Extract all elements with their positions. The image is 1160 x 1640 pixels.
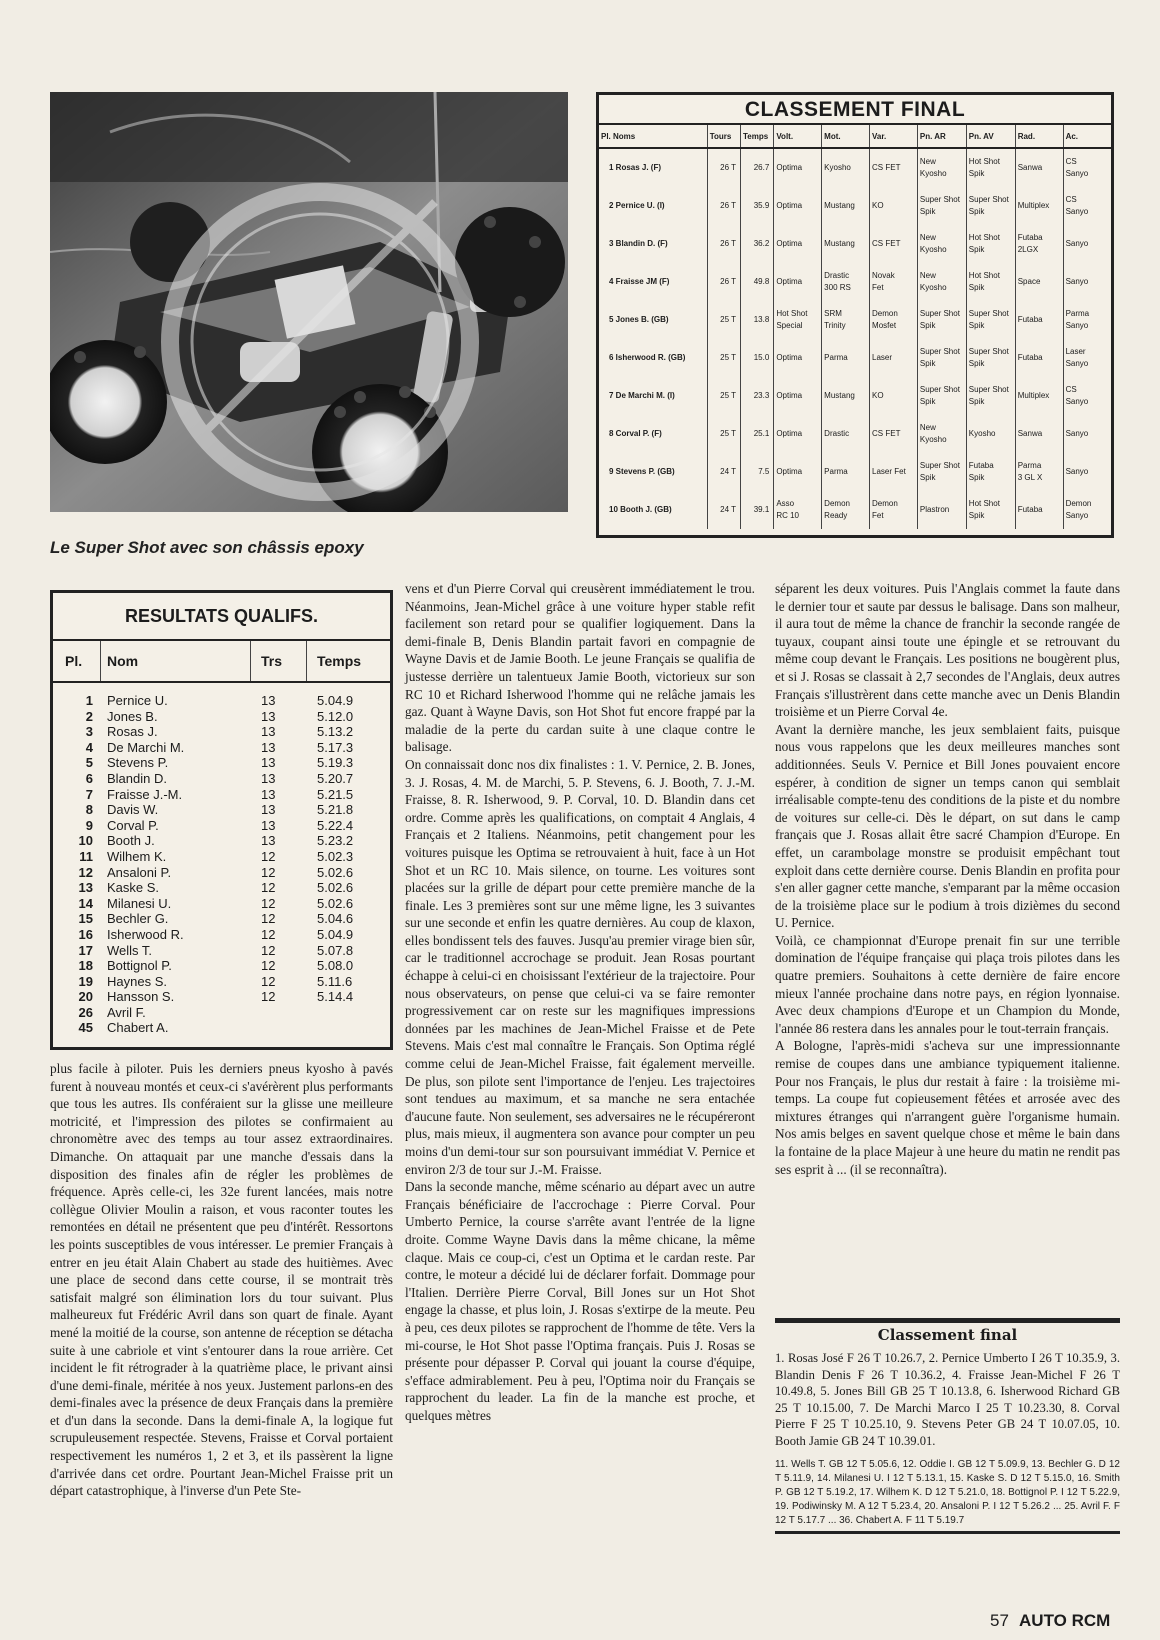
qualif-results-table [50,590,393,1050]
qualif-table-cell: 5.04.9 [317,693,354,708]
qualif-table-cell: 5.02.3 [317,848,354,864]
article-column-1 [50,1060,393,1500]
final-table-cell: Futaba 2LGX [1015,225,1063,263]
final-table-cell: Space [1015,263,1063,301]
final-table-cell: 39.1 [741,491,774,529]
final-table-cell: Drastic 300 RS [822,263,870,301]
qualif-table-cell: 12 [261,864,276,880]
final-table-cell: Futaba [1015,491,1063,529]
qualif-table-row [53,802,390,818]
final-table-cell: Demon Mosfet [870,301,918,339]
final-table-row [599,148,1111,187]
final-table-cell: CS FET [870,415,918,453]
final-table-cell: CS Sanyo [1065,195,1089,216]
final-table-cell: SRM Trinity [822,301,870,339]
qualif-table-cell: 7 [85,786,93,802]
final-table-cell: 10 Booth J. (GB) [599,491,707,529]
final-table-cell: 26 T [707,225,740,263]
qualif-table-row [53,709,390,725]
final-table-cell: 26 T [707,263,740,301]
final-table-row [599,263,1111,301]
final-table-cell: CS Sanyo [1065,157,1089,178]
final-table-cell: 49.8 [741,263,774,301]
qualif-table-cell: 5.17.3 [317,739,354,755]
final-table-row [599,415,1111,453]
qualif-table-cell: 5.19.3 [317,755,354,771]
qualif-table-cell: 12 [261,958,276,974]
final-table-cell: Laser [870,339,918,377]
qualif-table-row [53,787,390,803]
qualif-table-cell: 13 [261,770,276,786]
final-table-cell: Futaba [1015,339,1063,377]
qualif-table-cell: 12 [261,926,276,942]
qualif-table-cell: 5.08.0 [317,958,354,974]
qualif-table-cell: Chabert A. [107,1020,169,1036]
final-table-cell: Parma [822,453,870,491]
final-table-cell: 7 De Marchi M. (I) [599,377,707,415]
final-table-cell: 25 T [707,339,740,377]
final-table-cell: 36.2 [741,225,774,263]
final-table-cell: Super Shot Spik [966,301,1015,339]
qualif-table-cell: 13 [261,739,276,755]
qualif-table-row [53,896,390,912]
final-table-cell: Asso RC 10 [774,491,822,529]
qualif-table-cell: 20 [78,989,93,1005]
final-table-cell: Optima [774,148,822,187]
classement-box-title: Classement final [877,1326,1018,1344]
article-paragraph: vens et d'un Pierre Corval qui creusèrent immédiatement le trou. Néanmoins, Jean-Michel grâce à une voiture hyper stable refit facilement son retard pour se qualifier logiquement. Dans la demi-finale B, Denis Blandin partait favori en compagnie de Wayne Davis et de Jamie Booth. Le jeune Français se qualifia de justesse derrière un talentueux Jamie Booth, victorieux sur son RC 10 et Richard Isherwood l'homme qui ne relâche jamais les gaz. Quant à Wayne Davis, son Hot Shot fut encore frappé par la maladie de la perte du cardan suite à une claque contre le balisage. [405,581,755,755]
qualif-table-cell [251,1020,307,1036]
final-table-cell: Sanyo [1065,239,1089,248]
qualif-table-row [53,849,390,865]
qualif-table-cell: Avril F. [107,1004,146,1020]
qualif-table-title: RESULTATS QUALIFS. [53,593,390,641]
final-table-title: CLASSEMENT FINAL [599,95,1111,125]
qualif-table-cell: 5.12.0 [317,708,354,724]
final-table-cell: Demon Sanyo [1065,499,1092,520]
final-table-cell: Super Shot Spik [966,187,1015,225]
final-table-cell: CS FET [870,148,918,187]
qualif-table-cell: 13 [261,802,276,818]
final-table-cell: Mustang [822,187,870,225]
qualif-table-cell: 5.21.5 [317,786,354,802]
qualif-table-cell: 5.02.6 [317,864,354,880]
qualif-table-cell: 1 [85,693,93,708]
qualif-table-cell: Isherwood R. [107,926,184,942]
final-table-cell: Hot Shot Spik [966,263,1015,301]
qualif-table-cell: Stevens P. [107,755,169,771]
qualif-table-cell: 14 [78,895,93,911]
qualif-table-row [53,724,390,740]
qualif-table-cell: Booth J. [107,833,155,849]
qualif-table-cell: 3 [85,724,93,740]
final-table-cell: Super Shot Spik [917,377,966,415]
final-table-cell: Optima [774,339,822,377]
qualif-table-cell: 12 [261,895,276,911]
qualif-table-row [53,1005,390,1021]
article-paragraph: Voilà, ce championnat d'Europe prenait fin sur une terrible domination de l'équipe française qui plaça trois pilotes dans les quatre premiers. Souhaitons à cette dernière de faire encore mieux l'année prochaine dans notre pays, en région lyonnaise. Avec deux champions d'Europe et un Champion du Monde, l'année 86 restera dans les annales pour le tout-terrain français. [775,932,1120,1036]
final-table-cell: 23.3 [741,377,774,415]
final-table-cell: New Kyosho [917,263,966,301]
final-table-cell: Hot Shot Spik [966,148,1015,187]
final-table-row [599,187,1111,225]
final-table-cell: Optima [774,225,822,263]
magazine-name: AUTO RCM [1019,1611,1111,1630]
qualif-table-cell: 12 [261,973,276,989]
final-table-cell: 3 Blandin D. (F) [599,225,707,263]
photo-caption: Le Super Shot avec son châssis epoxy [50,538,364,557]
qualif-table-cell: 15 [78,911,93,927]
article-paragraph: séparent les deux voitures. Puis l'Anglais commet la faute dans le dernier tour et saute par dessus le balisage. Dans son malheur, il aura tout de même la chance de franchir la seconde rangée de tuyaux, coupant ainsi toute une épingle et se retrouvant du même coup devant le Français. Les positions ne bougèrent plus, et si J. Rosas se classait à 2,7 secondes de l'Anglais, deux autres Français s'illustrèrent dans cette manche avec un Denis Blandin troisième et un Pierre Corval 4e. [775,581,1120,720]
qualif-table-body [53,683,390,1036]
qualif-table-cell: Hansson S. [107,989,175,1005]
qualif-table-cell: 2 [85,708,93,724]
col-header-tours: Tours [707,125,740,148]
final-table-row [599,453,1111,491]
qualif-table-cell: 12 [261,911,276,927]
qualif-table-row [53,958,390,974]
qualif-table-cell [251,1005,307,1021]
qualif-table-cell: Haynes S. [107,973,167,989]
article-paragraph: A Bologne, l'après-midi s'acheva sur une impressionnante remise de coupes dans une ambiance typiquement italienne. Pour nos Français, le plus dur restait à faire : la troisième mi-temps. La coupe fut copieusement fêtées et arrosée avec des mixtures étranges qui n'arrangent guère l'organisme humain. Nos amis belges en savent quelque chose et même le bain dans la fontaine de la place Majeur à une heure du matin ne rendit pas ses esprit à ... (il se reconnaîtra). [775,1038,1120,1177]
qualif-table-cell: 5.14.4 [317,989,354,1005]
qualif-table-row [53,865,390,881]
qualif-table-cell: Wilhem K. [107,848,167,864]
qualif-table-cell [307,1005,390,1021]
qualif-table-cell: 12 [261,989,276,1005]
article-paragraph: Dans la seconde manche, même scénario au départ avec un autre Français bénéficiaire de l'accrochage : Pierre Corval. Pour Umberto Pernice, la course s'arrête avant l'entrée de la ligne droite. Comme Wayne Davis dans la même chicane, la même claque. Mais ce coup-ci, c'est un Optima et le cardan reste. Par contre, le moteur a décidé lui de déclarer forfait. Dommage pour l'Italien. Derrière Pierre Corval, Bill Jones sur un Hot Shot engage la chasse, et plus loin, J. Rosas s'extirpe de la meute. Peu à peu, ces deux pilotes se rapprochent de l'homme de tête. Vers la mi-course, le Hot Shot passe l'Optima français. Puis J. Rosas se présente pour dépasser P. Corval qui jouant la course d'équipe, s'efface admirablement. Peu à peu, l'Optima noir du Français se rapprochent du leader. La fin de la manche est proche, et quelques mètres [405,1179,755,1423]
final-table-cell: 4 Fraisse JM (F) [599,263,707,301]
car-photo [50,92,568,512]
qualif-table-cell: 11 [79,848,93,864]
qualif-table-row [53,880,390,896]
qualif-table-cell: 8 [85,802,93,818]
final-table-cell: Sanyo [1065,467,1089,476]
article-paragraph: On connaissait donc nos dix finalistes : 1. V. Pernice, 2. B. Jones, 3. J. Rosas, 4. M. de Marchi, 5. P. Stevens, 6. J. Booth, 7. J.-M. Fraisse, 8. R. Isherwood, 9. P. Corval, 10. D. Blandin dans cet ordre. Comme après les qualifications, on comptait 4 Anglais, 4 Français et 2 Italiens. Néanmoins, petit changement pour les voitures puisque les Optima se retrouvaient à huit, face à un Hot Shot et un RC 10. Mais silence, on tourne. Les voitures sont placées sur la grille de départ pour cette première manche de la finale. Les 3 premières sont sur une même ligne, les 3 suivantes sur une seconde et enfin les quatre dernières. Au coup de klaxon, elles bondissent tels des fauves. Jusqu'au premier virage bien sûr, car le traditionnel accrochage se produit. Jean Rosas pourtant échappe à celui-ci en choisissant l'extérieur de la trajectoire. Pour nous observateurs, on pense que celui-ci va se faire remonter progressivement car on reste sur les magnifiques impressions données par les machines de Jean-Michel Fraisse et de Pete Stevens. Mais c'est mal connaître le Français. Son Optima réglé comme celui de Jean-Michel Fraisse, fait également merveille. De plus, son pilote sent l'importance de l'enjeu. Les trajectoires sont tendues au maximum, et sa manche ne sera entachée d'aucune faute. Non seulement, ses adversaires ne le récupéreront plus, mais mieux, il augmentera son avance pour compter un peu moins d'un demi-tour sur son poursuivant immédiat V. Pernice et environ 2/3 de tour sur J.-M. Fraisse. [405,756,755,1177]
col-header-temps: Temps [741,125,774,148]
qualif-table-cell: Ansaloni P. [107,864,172,880]
final-table-cell: Novak Fet [870,263,918,301]
final-table-cell: 26.7 [741,148,774,187]
col-header-pl-noms: Pl. Noms [599,125,707,148]
qualif-table-cell: Rosas J. [107,724,158,740]
final-table-cell: KO [870,187,918,225]
final-table-cell: 24 T [707,453,740,491]
qualif-table-cell: 5.13.2 [317,724,354,740]
final-table-cell: Hot Shot Special [774,301,822,339]
final-table-cell: Super Shot Spik [917,339,966,377]
final-table-cell: Optima [774,263,822,301]
article-column-3 [775,580,1120,1178]
final-table-cell: 26 T [707,187,740,225]
qualif-table-row [53,911,390,927]
qualif-table-cell: 9 [85,817,93,833]
col-header-pn-ar: Pn. AR [917,125,966,148]
final-table-cell: Sanwa [1015,148,1063,187]
qualif-table-cell: 17 [78,942,93,958]
final-table-cell: Parma [822,339,870,377]
final-table-row [599,377,1111,415]
classement-final-box [775,1318,1120,1534]
final-table-header-row [599,125,1111,148]
qualif-table-cell: 26 [78,1004,93,1020]
final-table-cell: 13.8 [741,301,774,339]
final-table-cell: Multiplex [1015,187,1063,225]
final-table-cell: Optima [774,187,822,225]
qualif-table-row [53,1020,390,1036]
final-table-row [599,301,1111,339]
qualif-table-cell: Blandin D. [107,770,167,786]
qualif-table-cell: Davis W. [107,802,159,818]
qualif-table-cell: 5.02.6 [317,880,354,896]
final-table-row [599,339,1111,377]
final-table-cell: Parma Sanyo [1065,309,1090,330]
qualif-table-cell: 13 [261,693,276,708]
final-table-cell: 25 T [707,301,740,339]
col-header-volt: Volt. [774,125,822,148]
qualif-table-row [53,989,390,1005]
final-table-row [599,491,1111,529]
final-table-cell: New Kyosho [917,225,966,263]
col-header-trs: Trs [251,641,307,681]
col-header-mot: Mot. [822,125,870,148]
col-header-nom: Nom [101,641,251,681]
article-paragraph: Avant la dernière manche, les jeux semblaient faits, puisque nous vous rappelons que les deux meilleures manches sont additionnées. Seuls V. Pernice et Bill Jones pouvaient encore espérer, à condition de signer un temps canon qui semblait irréalisable compte-tenu des conditions de la piste et du nombre de voitures sur celle-ci. Dès le départ, on sut dans le camp français que J. Rosas allait être sacré Champion d'Europe. En effet, un carambolage monstre se produisit empêchant tout exploit dans cette dernière course. Denis Blandin en profita pour s'en aller gagner cette manche, s'emparant par la même occasion de la troisième place sur le podium à trois dizièmes du second U. Pernice. [775,721,1120,931]
qualif-table-cell: 18 [78,958,93,974]
final-table-cell: Mustang [822,377,870,415]
final-table-cell: 25 T [707,377,740,415]
qualif-table-cell: 6 [85,770,93,786]
qualif-table-cell: 13 [261,833,276,849]
col-header-pn-av: Pn. AV [966,125,1015,148]
classement-box-others: 11. Wells T. GB 12 T 5.05.6, 12. Oddie I. GB 12 T 5.09.9, 13. Bechler G. D 12 T 5.11.9, 14. Milanesi U. I 12 T 5.13.1, 15. Kaske S. D 12 T 5.15.0, 16. Smith P. GB 12 T 5.19.2, 17. Wilhem K. D 12 T 5.21.0, 18. Bottignol P. I 12 T 5.22.9, 19. Podiwinsky M. A 12 T 5.23.4, 20. Ansaloni P. I 12 T 5.26.2 ... 25. Avril F. F 12 T 5.17.7 ... 36. Chabert A. F 11 T 5.19.7 [775,1458,1120,1526]
qualif-table-cell: 12 [261,942,276,958]
final-table-cell: Super Shot Spik [917,301,966,339]
final-table-cell: Super Shot Spik [966,377,1015,415]
final-table-cell: 15.0 [741,339,774,377]
qualif-table-cell: 5.04.9 [317,926,354,942]
final-table-cell: Laser Sanyo [1065,347,1089,368]
qualif-table-cell: 12 [78,864,93,880]
final-table-cell: 6 Isherwood R. (GB) [599,339,707,377]
page-number: 57 [990,1611,1009,1630]
final-table-cell: Futaba Spik [966,453,1015,491]
final-table-cell: Laser Fet [870,453,918,491]
qualif-table-cell: 5.20.7 [317,770,354,786]
final-table-cell: CS FET [870,225,918,263]
final-table-cell: 8 Corval P. (F) [599,415,707,453]
qualif-table-cell: Pernice U. [107,693,168,708]
qualif-table-cell: 13 [261,755,276,771]
final-table-cell: New Kyosho [917,415,966,453]
final-table-cell: 26 T [707,148,740,187]
qualif-table-cell: 5.04.6 [317,911,354,927]
qualif-table-row [53,755,390,771]
qualif-table-row [53,927,390,943]
final-table-cell: Plastron [917,491,966,529]
final-table-cell: Demon Ready [822,491,870,529]
qualif-table-row [53,771,390,787]
final-table-cell: KO [870,377,918,415]
qualif-table-cell: Fraisse J.-M. [107,786,183,802]
final-table-cell: Super Shot Spik [917,453,966,491]
final-table-cell: Mustang [822,225,870,263]
final-table-cell: 25.1 [741,415,774,453]
final-table [599,125,1111,529]
qualif-table-row [53,943,390,959]
final-table-cell: 9 Stevens P. (GB) [599,453,707,491]
classement-box-top10: 1. Rosas José F 26 T 10.26.7, 2. Pernice Umberto I 26 T 10.35.9, 3. Blandin Denis F 26 T 10.36.2, 4. Fraisse Jean-Michel F 26 T 10.49.8, 5. Jones Bill GB 25 T 10.13.8, 6. Isherwood Richard GB 25 T 10.15.00, 7. De Marchi Marco I 25 T 10.23.30, 8. Corval Pierre F 25 T 10.25.10, 9. Stevens Peter GB 24 T 10.07.05, 10. Booth Jamie GB 24 T 10.39.01. [775,1351,1120,1448]
qualif-table-cell: 45 [78,1020,93,1036]
col-header-pl: Pl. [53,641,101,681]
final-table-cell: Hot Shot Spik [966,491,1015,529]
col-header-rad: Rad. [1015,125,1063,148]
final-table-cell: Sanwa [1015,415,1063,453]
qualif-table-cell: 13 [261,786,276,802]
qualif-table-cell: 5.21.8 [317,802,354,818]
col-header-var: Var. [870,125,918,148]
final-table-cell: 1 Rosas J. (F) [599,148,707,187]
qualif-table-cell: Milanesi U. [107,895,172,911]
col-header-temps: Temps [317,653,362,669]
qualif-table-header-row [53,641,390,683]
final-table-cell: CS Sanyo [1065,385,1089,406]
final-table-cell: Futaba [1015,301,1063,339]
qualif-table-row [53,974,390,990]
final-table-cell: Super Shot Spik [917,187,966,225]
final-table-cell: New Kyosho [917,148,966,187]
qualif-table-cell: 5.11.6 [317,973,353,989]
qualif-table-cell: 13 [78,880,93,896]
qualif-table-cell: 13 [261,724,276,740]
final-table-cell: 25 T [707,415,740,453]
qualif-table-cell: Wells T. [107,942,153,958]
qualif-table-cell: 13 [261,817,276,833]
qualif-table-cell [307,1020,390,1036]
qualif-table-cell: 12 [261,848,276,864]
qualif-table-cell: 5 [85,755,93,771]
final-table-cell: Optima [774,415,822,453]
qualif-table-cell: Bottignol P. [107,958,172,974]
final-classification-table [596,92,1114,538]
final-table-cell: 7.5 [741,453,774,491]
final-table-cell: Hot Shot Spik [966,225,1015,263]
qualif-table-cell: Corval P. [107,817,159,833]
col-header-ac: Ac. [1063,125,1111,148]
page-footer [990,1611,1110,1631]
final-table-cell: Optima [774,453,822,491]
qualif-table-cell: 10 [78,833,93,849]
final-table-cell: 2 Pernice U. (I) [599,187,707,225]
qualif-table-cell: 5.07.8 [317,942,354,958]
qualif-table-cell: 19 [78,973,93,989]
qualif-table-cell: 5.22.4 [317,817,354,833]
final-table-cell: Kyosho [966,415,1015,453]
qualif-table-row [53,818,390,834]
qualif-table-cell: 5.23.2 [317,833,354,849]
final-table-cell: Sanyo [1065,277,1089,286]
qualif-table-cell: 16 [78,926,93,942]
final-table-cell: Multiplex [1015,377,1063,415]
qualif-table-cell: 5.02.6 [317,895,354,911]
qualif-table-cell: 13 [261,708,276,724]
final-table-cell: 24 T [707,491,740,529]
qualif-table-cell: 12 [261,880,276,896]
qualif-table-cell: Bechler G. [107,911,169,927]
article-paragraph: plus facile à piloter. Puis les derniers pneus kyosho à pavés furent à nouveau montés et ceux-ci s'avérèrent plus performants que tous les autres. Ils conféraient sur la glisse une meilleure motricité, et l'impression des pilotes se confirmaient au chronomètre avec des temps au tour assez extraordinaires. Dimanche. On attaquait par une manche d'essais dans la disposition des finales afin de régler les problèmes de fréquence. Après celle-ci, les 32e furent lancées, mais notre collègue Olivier Moulin a raison, et vous raconter toutes les remontées en détail ne présentent que peu d'intérêt. Ressortons les points susceptibles de vous intéresser. Le premier Français à entrer en jeu était Alain Chabert au stade des huitièmes. Avec une place de second dans cette course, il se montrait très satisfait malgré son élimination lors du tour suivant. Plus malheureux fut Frédéric Avril dans son quart de finale. Ayant mené la moitié de la course, son antenne de réception se détacha suite à une cabriole et vint s'entourer dans la roue arrière. Cet incident le fit rétrograder à la quatrième place, le privant ainsi d'une demi-finale, méritée à nos yeux. Justement parlons-en des demi-finales avec la présence de deux Français dans la première et d'un dans la seconde. Dans la demi-finale A, la logique fut scrupuleusement respectée. Stevens, Fraisse et Corval portaient respectivement les numéros 1, 2 et 3, et ils passèrent la ligne d'arrivée dans cet ordre. Pourtant Jean-Michel Fraisse prit un départ catastrophique, à l'inverse d'un Pete Ste- [50,1061,393,1499]
final-table-cell: Parma 3 GL X [1015,453,1063,491]
qualif-table-row [53,693,390,709]
final-table-cell: 5 Jones B. (GB) [599,301,707,339]
qualif-table-cell: Kaske S. [107,880,160,896]
qualif-table-row [53,740,390,756]
qualif-table-row [53,833,390,849]
final-table-row [599,225,1111,263]
qualif-table-cell: De Marchi M. [107,739,185,755]
qualif-table-cell: Jones B. [107,708,158,724]
final-table-cell: Super Shot Spik [966,339,1015,377]
article-column-2 [405,580,755,1425]
final-table-cell: Sanyo [1065,429,1089,438]
qualif-table-cell: 4 [85,739,93,755]
final-table-cell: Demon Fet [870,491,918,529]
final-table-cell: 35.9 [741,187,774,225]
final-table-cell: Optima [774,377,822,415]
final-table-cell: Drastic [822,415,870,453]
final-table-cell: Kyosho [822,148,870,187]
